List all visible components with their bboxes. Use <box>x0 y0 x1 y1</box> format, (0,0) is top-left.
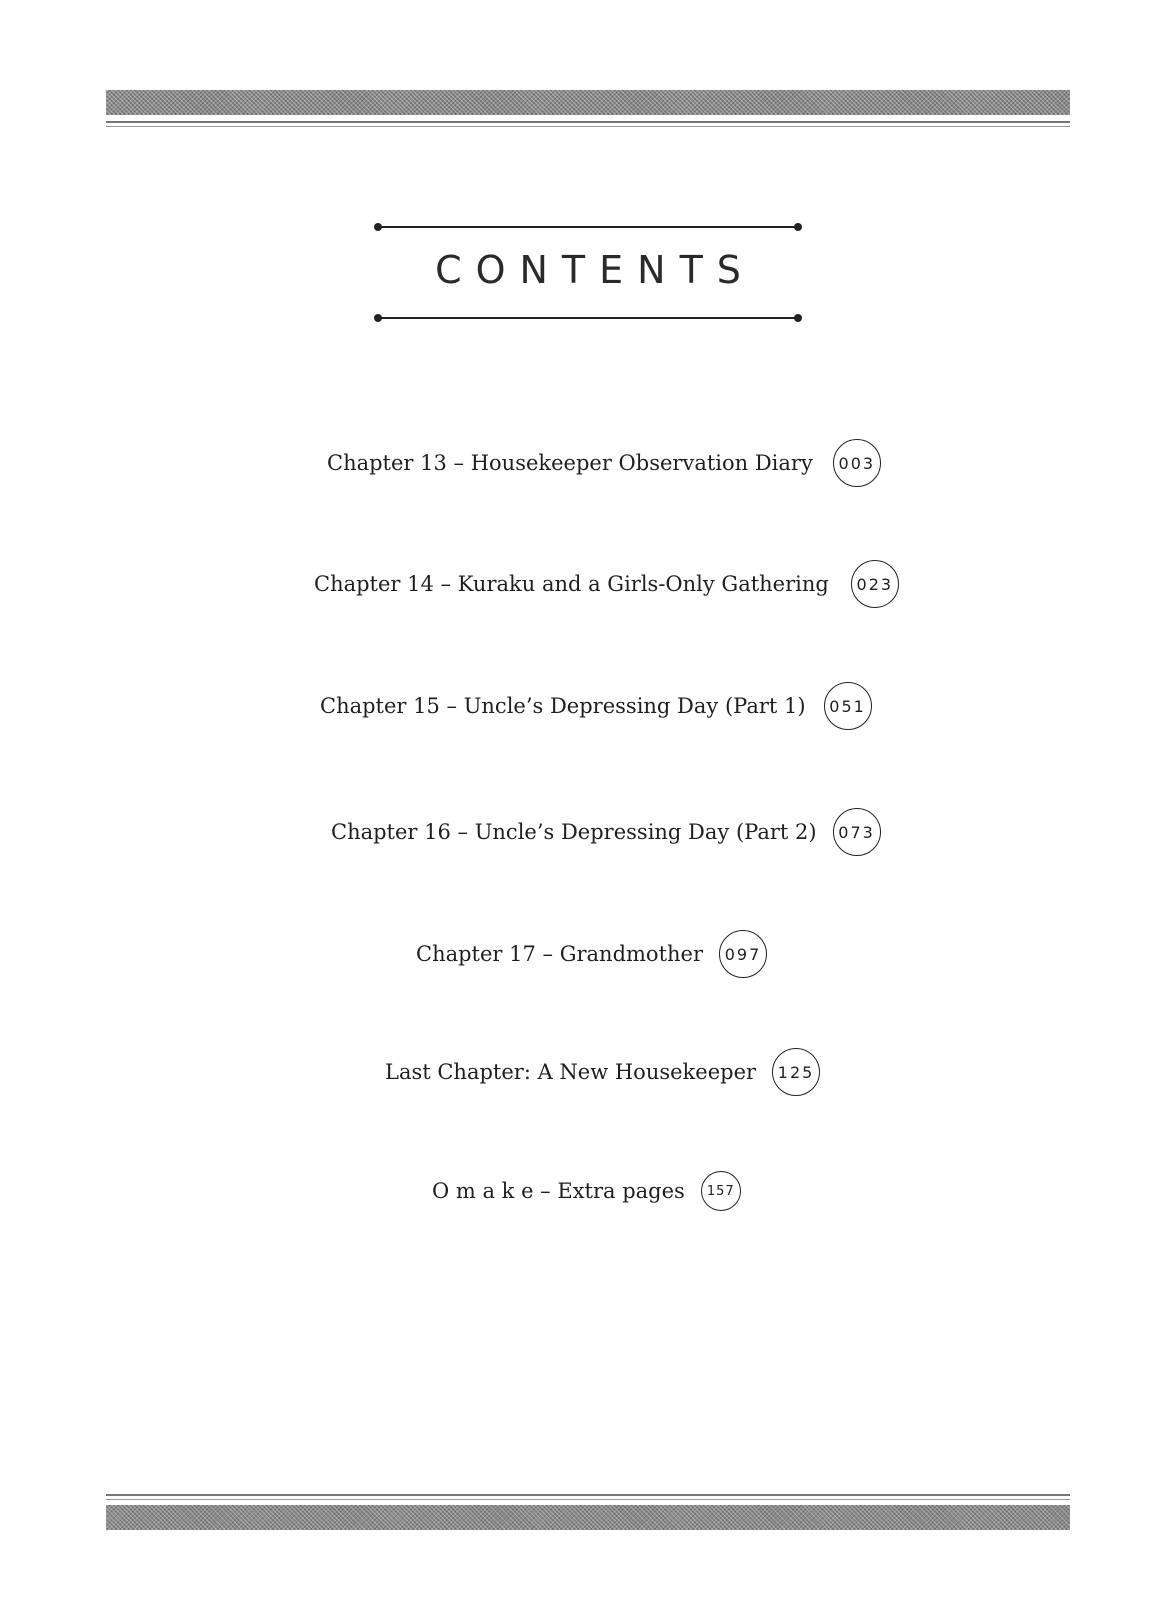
toc-entry-label: Last Chapter: A New Housekeeper <box>385 1060 757 1084</box>
bottom-decorative-band <box>106 1505 1070 1530</box>
toc-page-number: 051 <box>824 682 872 730</box>
bottom-rule <box>106 1494 1070 1496</box>
toc-page-number: 157 <box>701 1171 741 1211</box>
toc-entry[interactable] <box>331 806 881 858</box>
toc-entry[interactable] <box>416 928 767 980</box>
title-ornament-bottom <box>378 317 798 319</box>
top-rule-thin <box>106 126 1070 127</box>
toc-page-number: 125 <box>772 1048 820 1096</box>
toc-entry-label: O m a k e – Extra pages <box>432 1179 685 1203</box>
toc-entry[interactable] <box>327 437 881 489</box>
toc-entry-label: Chapter 17 – Grandmother <box>416 942 703 966</box>
toc-page-number: 073 <box>833 808 881 856</box>
toc-entry-label: Chapter 15 – Uncle’s Depressing Day (Part 1) <box>320 694 806 718</box>
toc-entry[interactable] <box>385 1046 820 1098</box>
toc-entry[interactable] <box>320 680 872 732</box>
page-title: CONTENTS <box>435 248 755 292</box>
top-rule <box>106 121 1070 123</box>
top-decorative-band <box>106 90 1070 115</box>
toc-entry[interactable] <box>314 558 899 610</box>
toc-page-number: 097 <box>719 930 767 978</box>
bottom-rule-thin <box>106 1499 1070 1500</box>
toc-entry[interactable] <box>432 1165 741 1217</box>
toc-page-number: 003 <box>833 439 881 487</box>
title-ornament-top <box>378 226 798 228</box>
toc-entry-label: Chapter 14 – Kuraku and a Girls-Only Gathering <box>314 572 829 596</box>
toc-entry-label: Chapter 13 – Housekeeper Observation Diary <box>327 451 813 475</box>
toc-entry-label: Chapter 16 – Uncle’s Depressing Day (Part 2) <box>331 820 817 844</box>
toc-page-number: 023 <box>851 560 899 608</box>
